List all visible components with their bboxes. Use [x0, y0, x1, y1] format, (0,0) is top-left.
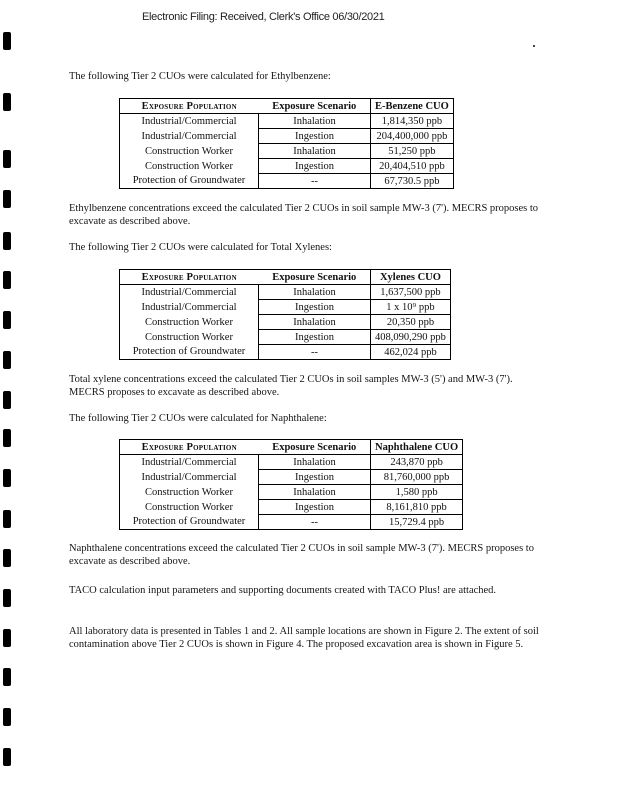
column-header: Exposure Scenario	[259, 440, 371, 455]
binding-hole	[3, 429, 11, 447]
table-cell: Industrial/Commercial	[120, 470, 259, 485]
table-cell: 408,090,290 ppb	[371, 330, 451, 345]
table-row	[120, 515, 463, 530]
column-header: Exposure Scenario	[259, 270, 371, 285]
taco-note: TACO calculation input parameters and supporting documents created with TACO Plus! are attached.	[69, 585, 497, 596]
table-row	[120, 114, 454, 129]
binding-hole	[3, 469, 11, 487]
binding-hole	[3, 150, 11, 168]
table-cell: Construction Worker	[120, 500, 259, 515]
table-row	[120, 159, 454, 174]
binding-hole	[3, 93, 11, 111]
binding-hole	[3, 549, 11, 567]
scan-speck	[533, 45, 535, 47]
binding-hole	[3, 668, 11, 686]
binding-hole	[3, 589, 11, 607]
table-cell: 81,760,000 ppb	[371, 470, 463, 485]
table-row	[120, 485, 463, 500]
table-cell: Ingestion	[259, 330, 371, 345]
table-cell: 8,161,810 ppb	[371, 500, 463, 515]
table-row	[120, 174, 454, 189]
table-cell: 462,024 ppb	[371, 345, 451, 360]
table-cell: Ingestion	[259, 470, 371, 485]
table-row	[120, 500, 463, 515]
table-row	[120, 455, 463, 470]
binding-hole	[3, 311, 11, 329]
table-cell: --	[259, 174, 371, 189]
table-row	[120, 144, 454, 159]
column-header: Exposure Population	[120, 99, 259, 114]
table-cell: Industrial/Commercial	[120, 129, 259, 144]
table-row	[120, 315, 451, 330]
laboratory-data-note: All laboratory data is presented in Tables 1 and 2. All sample locations are shown in Figure 2. The extent of soil contamination above Tier 2 CUOs is shown in Figure 4. The proposed excavation area is shown in Figure 5.	[69, 626, 539, 650]
table-header-row	[120, 99, 454, 114]
naphthalene-intro: The following Tier 2 CUOs were calculated for Naphthalene:	[69, 413, 327, 424]
table-cell: 1 x 10⁹ ppb	[371, 300, 451, 315]
table-cell: 15,729.4 ppb	[371, 515, 463, 530]
table-cell: 20,404,510 ppb	[371, 159, 454, 174]
table-cell: Inhalation	[259, 315, 371, 330]
table-cell: Inhalation	[259, 144, 371, 159]
xylenes-intro: The following Tier 2 CUOs were calculated for Total Xylenes:	[69, 242, 332, 253]
table-cell: Ingestion	[259, 300, 371, 315]
filing-stamp: Electronic Filing: Received, Clerk's Office 06/30/2021	[142, 11, 385, 23]
binding-hole	[3, 708, 11, 726]
binding-hole	[3, 190, 11, 208]
binding-hole	[3, 748, 11, 766]
table-cell: Protection of Groundwater	[120, 174, 259, 189]
table-row	[120, 300, 451, 315]
table-cell: 243,870 ppb	[371, 455, 463, 470]
table-cell: 20,350 ppb	[371, 315, 451, 330]
table-cell: Industrial/Commercial	[120, 455, 259, 470]
binding-hole	[3, 32, 11, 50]
xylenes-conclusion: Total xylene concentrations exceed the calculated Tier 2 CUOs in soil samples MW-3 (5') and MW-3 (7'). MECRS proposes to excavate as described above.	[69, 374, 513, 398]
column-header: Exposure Population	[120, 270, 259, 285]
column-header: Xylenes CUO	[371, 270, 451, 285]
table-cell: Industrial/Commercial	[120, 114, 259, 129]
table-cell: 1,580 ppb	[371, 485, 463, 500]
naphthalene-cuo-table	[119, 439, 463, 530]
column-header: E-Benzene CUO	[371, 99, 454, 114]
table-cell: Ingestion	[259, 500, 371, 515]
ethylbenzene-conclusion: Ethylbenzene concentrations exceed the calculated Tier 2 CUOs in soil sample MW-3 (7'). MECRS proposes to excavate as described above.	[69, 203, 539, 227]
table-cell: --	[259, 515, 371, 530]
binding-hole	[3, 510, 11, 528]
table-cell: Construction Worker	[120, 330, 259, 345]
binding-hole	[3, 232, 11, 250]
table-cell: Construction Worker	[120, 159, 259, 174]
ethylbenzene-intro: The following Tier 2 CUOs were calculated for Ethylbenzene:	[69, 71, 331, 82]
table-cell: Inhalation	[259, 485, 371, 500]
xylenes-cuo-table	[119, 269, 451, 360]
table-cell: Construction Worker	[120, 485, 259, 500]
binding-hole	[3, 391, 11, 409]
table-cell: 1,637,500 ppb	[371, 285, 451, 300]
column-header: Naphthalene CUO	[371, 440, 463, 455]
ethylbenzene-cuo-table	[119, 98, 454, 189]
table-row	[120, 345, 451, 360]
table-row	[120, 330, 451, 345]
table-cell: Protection of Groundwater	[120, 515, 259, 530]
binding-hole	[3, 271, 11, 289]
binding-hole	[3, 351, 11, 369]
table-cell: 1,814,350 ppb	[371, 114, 454, 129]
table-cell: --	[259, 345, 371, 360]
table-cell: 67,730.5 ppb	[371, 174, 454, 189]
table-cell: Industrial/Commercial	[120, 300, 259, 315]
table-cell: Inhalation	[259, 285, 371, 300]
table-cell: Construction Worker	[120, 144, 259, 159]
table-cell: Inhalation	[259, 114, 371, 129]
table-cell: Industrial/Commercial	[120, 285, 259, 300]
table-cell: Construction Worker	[120, 315, 259, 330]
table-cell: Protection of Groundwater	[120, 345, 259, 360]
table-cell: Ingestion	[259, 159, 371, 174]
table-row	[120, 470, 463, 485]
column-header: Exposure Population	[120, 440, 259, 455]
table-cell: Ingestion	[259, 129, 371, 144]
table-header-row	[120, 270, 451, 285]
table-header-row	[120, 440, 463, 455]
table-row	[120, 285, 451, 300]
column-header: Exposure Scenario	[259, 99, 371, 114]
table-row	[120, 129, 454, 144]
table-cell: Inhalation	[259, 455, 371, 470]
naphthalene-conclusion: Naphthalene concentrations exceed the calculated Tier 2 CUOs in soil sample MW-3 (7'). MECRS proposes to excavate as described above.	[69, 543, 534, 567]
table-cell: 51,250 ppb	[371, 144, 454, 159]
binding-hole	[3, 629, 11, 647]
table-cell: 204,400,000 ppb	[371, 129, 454, 144]
